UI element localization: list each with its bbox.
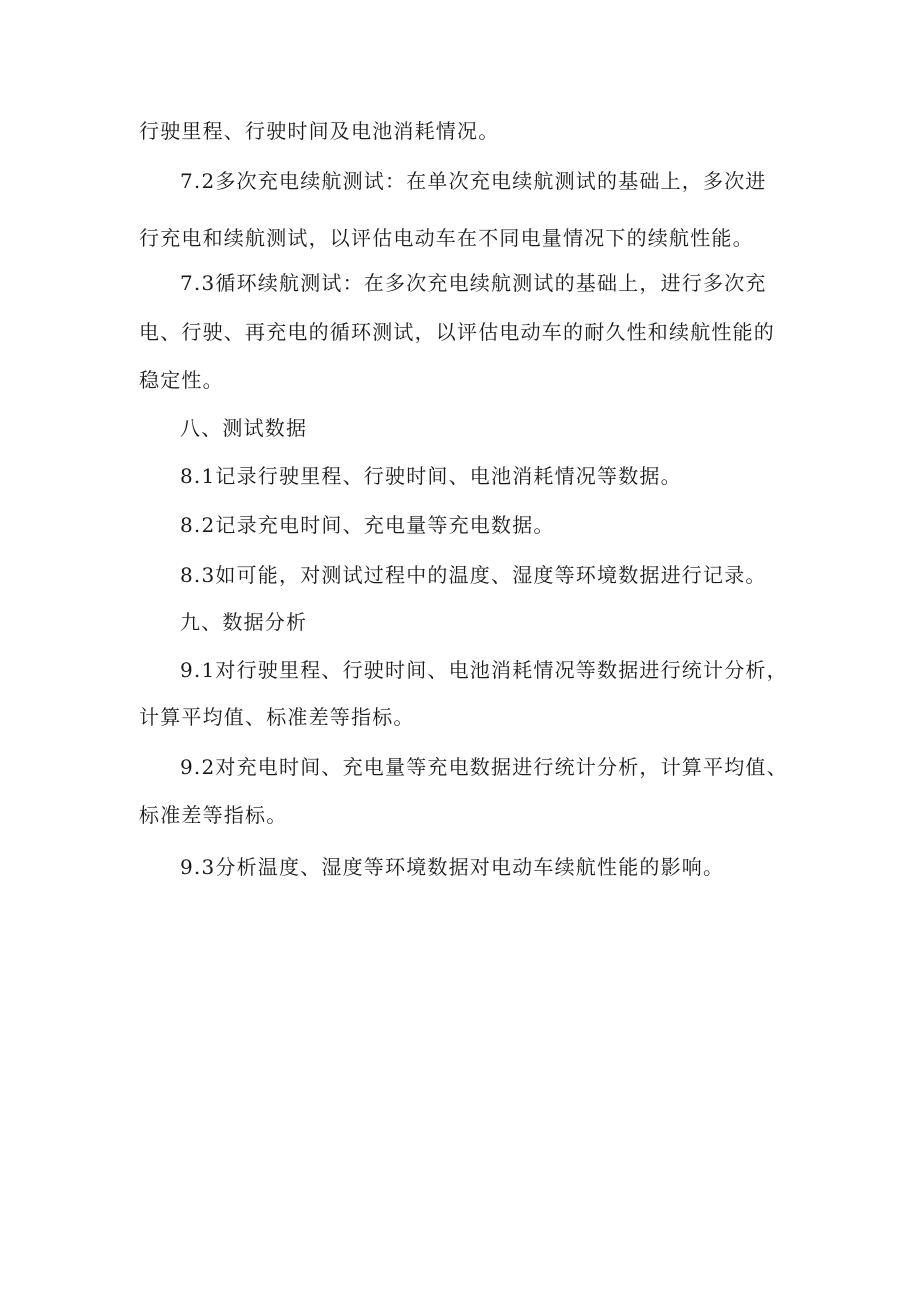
section-7-3-line-2: 电、行驶、再充电的循环测试，以评估电动车的耐久性和续航性能的 (139, 320, 775, 344)
section-9-2-line-2: 标准差等指标。 (139, 803, 288, 827)
paragraph-line: 行驶里程、行驶时间及电池消耗情况。 (139, 119, 500, 143)
section-7-3-line-3: 稳定性。 (139, 368, 224, 392)
section-9-3: 9.3分析温度、湿度等环境数据对电动车续航性能的影响。 (180, 855, 725, 879)
section-7-3-line-1: 7.3循环续航测试：在多次充电续航测试的基础上，进行多次充 (180, 271, 767, 295)
section-8-1: 8.1记录行驶里程、行驶时间、电池消耗情况等数据。 (180, 464, 682, 488)
section-8-2: 8.2记录充电时间、充电量等充电数据。 (180, 513, 555, 537)
section-9-1-line-1: 9.1对行驶里程、行驶时间、电池消耗情况等数据进行统计分析， (180, 658, 788, 682)
section-8-3: 8.3如可能，对测试过程中的温度、湿度等环境数据进行记录。 (180, 563, 767, 587)
section-7-2-line-2: 行充电和续航测试，以评估电动车在不同电量情况下的续航性能。 (139, 226, 754, 250)
section-9-2-line-1: 9.2对充电时间、充电量等充电数据进行统计分析，计算平均值、 (180, 755, 788, 779)
heading-data-analysis: 九、数据分析 (180, 610, 308, 634)
section-7-2-line-1: 7.2多次充电续航测试：在单次充电续航测试的基础上，多次进 (180, 169, 767, 193)
heading-test-data: 八、测试数据 (180, 416, 308, 440)
section-9-1-line-2: 计算平均值、标准差等指标。 (139, 705, 415, 729)
